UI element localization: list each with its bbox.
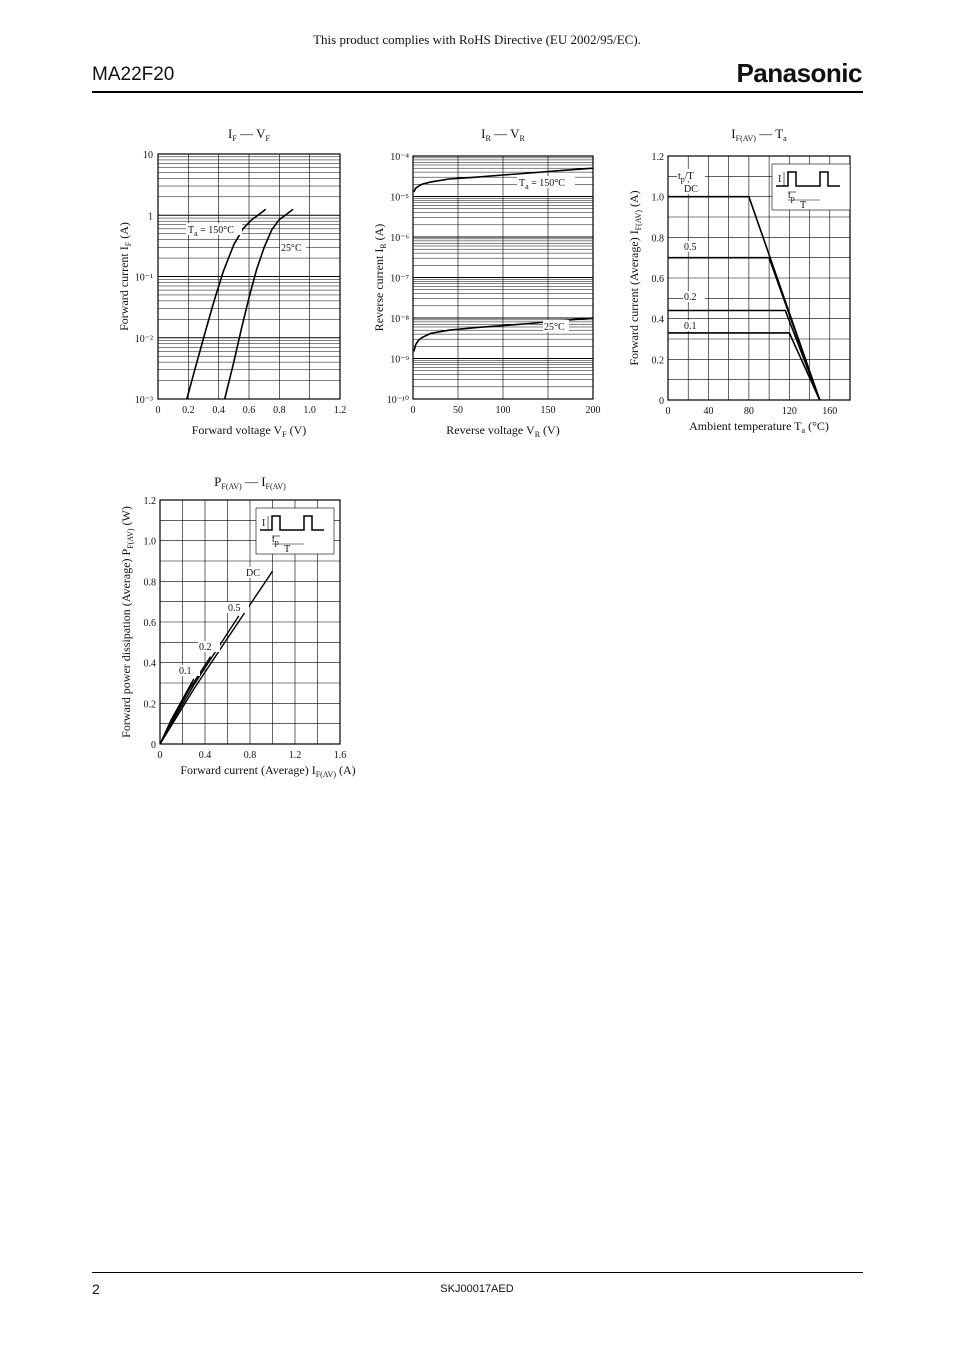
inset-frame [256,508,334,554]
brand-logo: Panasonic [736,58,862,88]
duty-t: t [678,171,681,182]
y-axis-label [372,224,388,332]
tp-t: t [788,190,791,201]
x-tick-label: 1.2 [288,750,302,761]
title-sub1: F(AV) [221,482,242,491]
y-axis-label [117,222,133,331]
title-sub2: F [265,134,270,143]
y-tick-label: 1.2 [143,496,156,507]
xlabel-text: Forward current (Average) I [180,763,316,777]
series-label-2: 0.2 [199,642,212,653]
duty-heading [678,171,694,184]
y-tick-label: 0 [659,396,664,407]
x-axis-label [689,419,829,435]
duty-rest: /T [684,171,694,182]
y-axis-label [627,190,643,365]
xlabel-unit: (V) [540,423,560,437]
series-label-0: DC [684,184,698,195]
ylabel-unit: (A) [627,190,641,210]
xlabel-sub: F(AV) [315,770,337,779]
y-tick-label: 10⁻⁴ [390,152,409,163]
y-tick-label: 10⁻¹ [134,272,153,284]
title-part2: I [261,474,266,489]
xlabel-sub: a [801,426,806,435]
x-tick-label: 0.4 [212,405,225,416]
inset-label-i: I [778,174,782,185]
ylabel-text: Forward current I [117,246,131,331]
x-tick-label: 0.4 [198,750,212,761]
series-label-150c-sub: a [525,182,529,191]
y-tick-label: 0.4 [651,314,664,326]
footer-rule [92,1272,863,1273]
series-label-150c-rest: = 150°C [528,178,565,189]
ylabel-unit: (A) [117,222,131,242]
y-tick-label: 0.8 [143,577,156,589]
x-tick-label: 0.2 [182,405,195,416]
y-tick-label: 0.2 [143,699,156,711]
xlabel-text: Forward voltage V [191,423,283,437]
y-tick-label: 10⁻⁵ [390,192,409,204]
title-sub2: R [519,134,525,143]
xlabel-unit: (°C) [805,419,829,433]
title-part1: I [731,126,736,141]
title-sub2: F(AV) [265,482,286,491]
x-tick-label: 0 [155,405,161,416]
chart-pfav-ifav [110,468,360,788]
x-tick-label: 160 [822,406,838,417]
tp-t: t [272,534,275,545]
y-tick-label: 10⁻⁹ [390,354,409,366]
duty-p: p [680,175,685,184]
ylabel-text: Forward power dissipation (Average) P [119,548,133,738]
y-tick-label: 0.6 [143,618,156,629]
x-tick-label: 1.6 [333,750,347,761]
xlabel-text: Reverse voltage V [446,423,535,437]
title-sub1: F(AV) [735,134,756,143]
header-rule [92,91,863,93]
chart-title [228,126,270,143]
page-number: 2 [92,1281,100,1297]
y-axis-label [119,506,135,738]
inset-frame [772,164,850,210]
y-tick-label: 1.0 [143,536,156,548]
title-part2: T [775,126,784,141]
series-label-25c: 25°C [544,322,565,333]
x-tick-label: 0 [157,750,163,761]
series-label-2: 0.2 [684,292,697,303]
x-tick-label: 1.2 [333,405,347,416]
series-label-0: DC [246,568,260,579]
inset-label-i: I [262,518,266,529]
chart-title [731,126,787,143]
series-label-150c-main: T [188,225,195,236]
series-label-150c-rest: = 150°C [197,225,234,236]
y-tick-label: 0.8 [651,233,664,245]
pulse-inset [772,164,850,211]
x-tick-label: 0.8 [273,405,286,416]
y-tick-label: 10⁻⁶ [390,233,409,244]
rohs-notice: This product complies with RoHS Directive (EU 2002/95/EC). [313,32,641,47]
title-separator: — [241,474,262,489]
y-tick-label: 10⁻⁸ [390,314,409,325]
inset-label-t: T [284,544,291,555]
series-label-1: 0.5 [684,242,697,253]
chart-title [214,474,286,491]
title-sub2: a [783,134,787,143]
series-line-1 [225,209,293,399]
xlabel-sub: F [282,430,287,439]
y-tick-label: 0.6 [651,274,664,285]
y-tick-label: 1.2 [651,152,664,163]
tp-p: p [274,538,279,547]
xlabel-text: Ambient temperature T [689,419,802,433]
chart-if-vf [110,120,360,450]
title-part1: P [214,474,222,489]
y-tick-label: 10 [143,150,153,161]
series-label-3: 0.1 [179,666,192,677]
ylabel-sub: R [379,243,388,249]
part-number: MA22F20 [92,64,175,85]
x-tick-label: 1.0 [303,405,316,416]
series-label-150c-main: T [519,178,526,189]
x-tick-label: 0.8 [243,750,257,761]
title-separator: — [490,126,511,141]
x-tick-label: 0 [410,405,416,416]
title-sub1: R [485,134,491,143]
x-axis-label [192,423,307,439]
chart-ifav-ta [622,120,872,450]
series-line-0 [160,571,273,744]
series-label-3: 0.1 [684,321,697,332]
xlabel-sub: R [534,430,541,439]
y-tick-label: 1 [148,211,153,223]
ylabel-unit: (W) [119,506,133,529]
ylabel-unit: (A) [372,223,386,244]
x-axis-label [180,763,355,779]
ylabel-text: Forward current (Average) I [627,230,641,366]
series-line-0 [187,209,266,399]
y-tick-label: 10⁻⁷ [390,273,409,285]
x-tick-label: 80 [743,406,754,417]
series-label-25c: 25°C [281,243,302,254]
title-part1: I [228,126,233,141]
x-tick-label: 0 [665,406,671,417]
x-tick-label: 150 [540,405,556,416]
series-label-150c-sub: a [194,229,198,238]
ylabel-text: Reverse current I [372,248,386,332]
y-tick-label: 10⁻¹⁰ [386,395,409,406]
y-tick-label: 0.4 [143,658,156,670]
y-tick-label: 10⁻² [134,333,153,345]
title-separator: — [236,126,257,141]
x-tick-label: 120 [781,406,797,417]
tp-p: p [790,194,795,203]
title-part2: V [256,126,266,141]
x-tick-label: 200 [585,405,601,416]
title-part2: V [510,126,520,141]
y-tick-label: 10⁻³ [134,395,153,406]
y-tick-label: 0.2 [651,355,664,367]
title-part1: I [481,126,486,141]
series-label-1: 0.5 [228,603,241,614]
x-tick-label: 50 [453,405,463,416]
ylabel-sub: F(AV) [634,209,643,231]
chart-ir-vr [365,120,615,450]
ylabel-sub: F [124,241,133,247]
x-axis-label [446,423,559,439]
xlabel-unit: (A) [336,763,356,777]
doc-code: SKJ00017AED [440,1283,514,1295]
xlabel-unit: (V) [286,423,307,437]
chart-title [481,126,525,143]
ylabel-sub: F(AV) [126,528,135,549]
y-tick-label: 1.0 [651,192,664,204]
title-separator: — [755,126,776,141]
inset-label-t: T [800,200,807,211]
x-tick-label: 0.6 [242,405,256,416]
title-sub1: F [232,134,237,143]
x-tick-label: 40 [703,406,714,417]
y-tick-label: 0 [151,740,156,751]
pulse-inset [256,508,334,555]
x-tick-label: 100 [495,405,511,416]
